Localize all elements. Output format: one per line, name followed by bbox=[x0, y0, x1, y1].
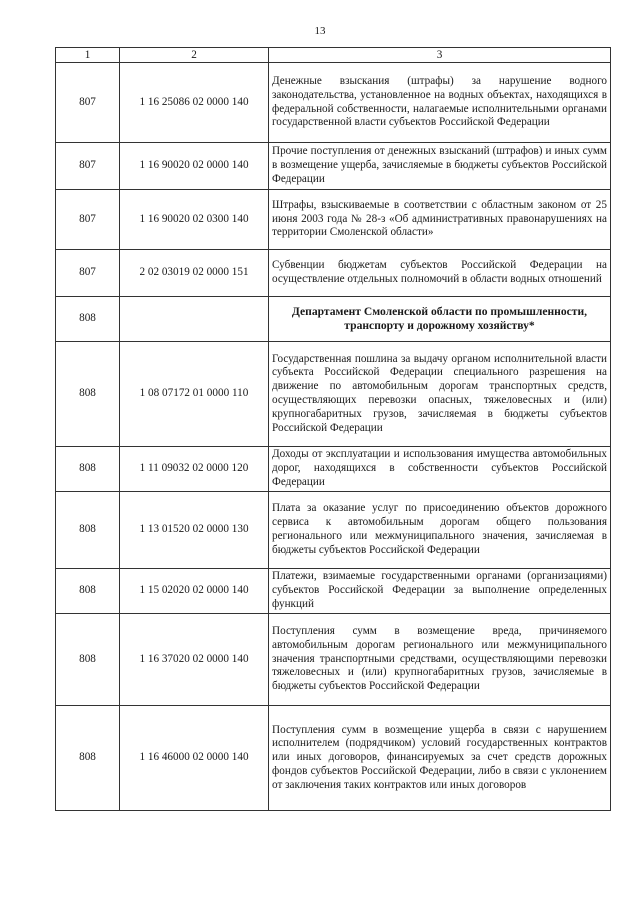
revenue-description-cell: Штрафы, взыскиваемые в соответствии с областным законом от 25 июня 2003 года № 28-з «Об административных правонарушениях на территории Смоленской области» bbox=[269, 190, 611, 250]
revenue-code-cell: 1 16 37020 02 0000 140 bbox=[120, 614, 269, 706]
revenue-code-cell: 1 16 90020 02 0300 140 bbox=[120, 190, 269, 250]
revenue-code-cell: 2 02 03019 02 0000 151 bbox=[120, 250, 269, 297]
revenue-description-cell: Государственная пошлина за выдачу органом исполнительной власти субъекта Российской Федерации специального разрешения на движение по автомобильным дорогам транспортных средств, осуществляющих перевозки опасных, тяжеловесных и (или) крупногабаритных грузов, зачисляемая в бюджеты субъектов Российской Федерации bbox=[269, 342, 611, 447]
admin-code-cell: 808 bbox=[56, 447, 120, 492]
column-header-2: 2 bbox=[120, 48, 269, 63]
revenue-description-cell: Субвенции бюджетам субъектов Российской Федерации на осуществление отдельных полномочий в области водных отношений bbox=[269, 250, 611, 297]
revenue-description-cell: Доходы от эксплуатации и использования имущества автомобильных дорог, находящихся в собственности субъектов Российской Федерации bbox=[269, 447, 611, 492]
revenue-description-cell: Плата за оказание услуг по присоединению объектов дорожного сервиса к автомобильным дорогам общего пользования регионального или межмуниципального значения, зачисляемая в бюджеты субъектов Российской Федерации bbox=[269, 492, 611, 569]
table-row bbox=[56, 250, 611, 297]
revenue-code-cell: 1 16 25086 02 0000 140 bbox=[120, 63, 269, 143]
table-row bbox=[56, 342, 611, 447]
admin-code-cell: 807 bbox=[56, 143, 120, 190]
table-row bbox=[56, 63, 611, 143]
admin-code-cell: 808 bbox=[56, 342, 120, 447]
revenue-code-cell: 1 13 01520 02 0000 130 bbox=[120, 492, 269, 569]
table-row bbox=[56, 569, 611, 614]
revenue-codes-table bbox=[55, 47, 611, 811]
admin-code-cell: 808 bbox=[56, 614, 120, 706]
admin-code-cell: 808 bbox=[56, 706, 120, 811]
table-row bbox=[56, 190, 611, 250]
column-header-3: 3 bbox=[269, 48, 611, 63]
revenue-code-cell: 1 11 09032 02 0000 120 bbox=[120, 447, 269, 492]
table-row bbox=[56, 706, 611, 811]
department-title: Департамент Смоленской области по промышленности, транспорту и дорожному хозяйству* bbox=[269, 297, 611, 342]
department-row bbox=[56, 297, 611, 342]
admin-code-cell: 807 bbox=[56, 250, 120, 297]
table-row bbox=[56, 492, 611, 569]
revenue-code-cell: 1 16 90020 02 0000 140 bbox=[120, 143, 269, 190]
revenue-description-cell: Прочие поступления от денежных взысканий (штрафов) и иных сумм в возмещение ущерба, зачисляемые в бюджеты субъектов Российской Федерации bbox=[269, 143, 611, 190]
admin-code-cell: 808 bbox=[56, 569, 120, 614]
revenue-description-cell: Платежи, взимаемые государственными органами (организациями) субъектов Российской Федерации за выполнение определенных функций bbox=[269, 569, 611, 614]
admin-code-cell: 807 bbox=[56, 63, 120, 143]
revenue-code-cell: 1 15 02020 02 0000 140 bbox=[120, 569, 269, 614]
column-header-1: 1 bbox=[56, 48, 120, 63]
admin-code-cell: 808 bbox=[56, 492, 120, 569]
table-header-row bbox=[56, 48, 611, 63]
table-row bbox=[56, 447, 611, 492]
table-row bbox=[56, 143, 611, 190]
admin-code-cell: 808 bbox=[56, 297, 120, 342]
page-number: 13 bbox=[314, 25, 326, 37]
revenue-description-cell: Поступления сумм в возмещение ущерба в связи с нарушением исполнителем (подрядчиком) условий государственных контрактов или иных договоров, финансируемых за счет средств дорожных фондов субъектов Российской Федерации, либо в связи с уклонением от заключения таких контрактов или иных договоров bbox=[269, 706, 611, 811]
revenue-code-cell: 1 16 46000 02 0000 140 bbox=[120, 706, 269, 811]
revenue-description-cell: Поступления сумм в возмещение вреда, причиняемого автомобильным дорогам регионального или межмуниципального значения транспортными средствами, осуществляющими перевозки тяжеловесных и (или) крупногабаритных грузов, зачисляемые в бюджеты субъектов Российской Федерации bbox=[269, 614, 611, 706]
admin-code-cell: 807 bbox=[56, 190, 120, 250]
table-row bbox=[56, 614, 611, 706]
revenue-code-cell bbox=[120, 297, 269, 342]
revenue-description-cell: Денежные взыскания (штрафы) за нарушение водного законодательства, установленное на водных объектах, находящихся в федеральной собственности, налагаемые исполнительными органами государственной власти субъектов Российской Федерации bbox=[269, 63, 611, 143]
revenue-code-cell: 1 08 07172 01 0000 110 bbox=[120, 342, 269, 447]
